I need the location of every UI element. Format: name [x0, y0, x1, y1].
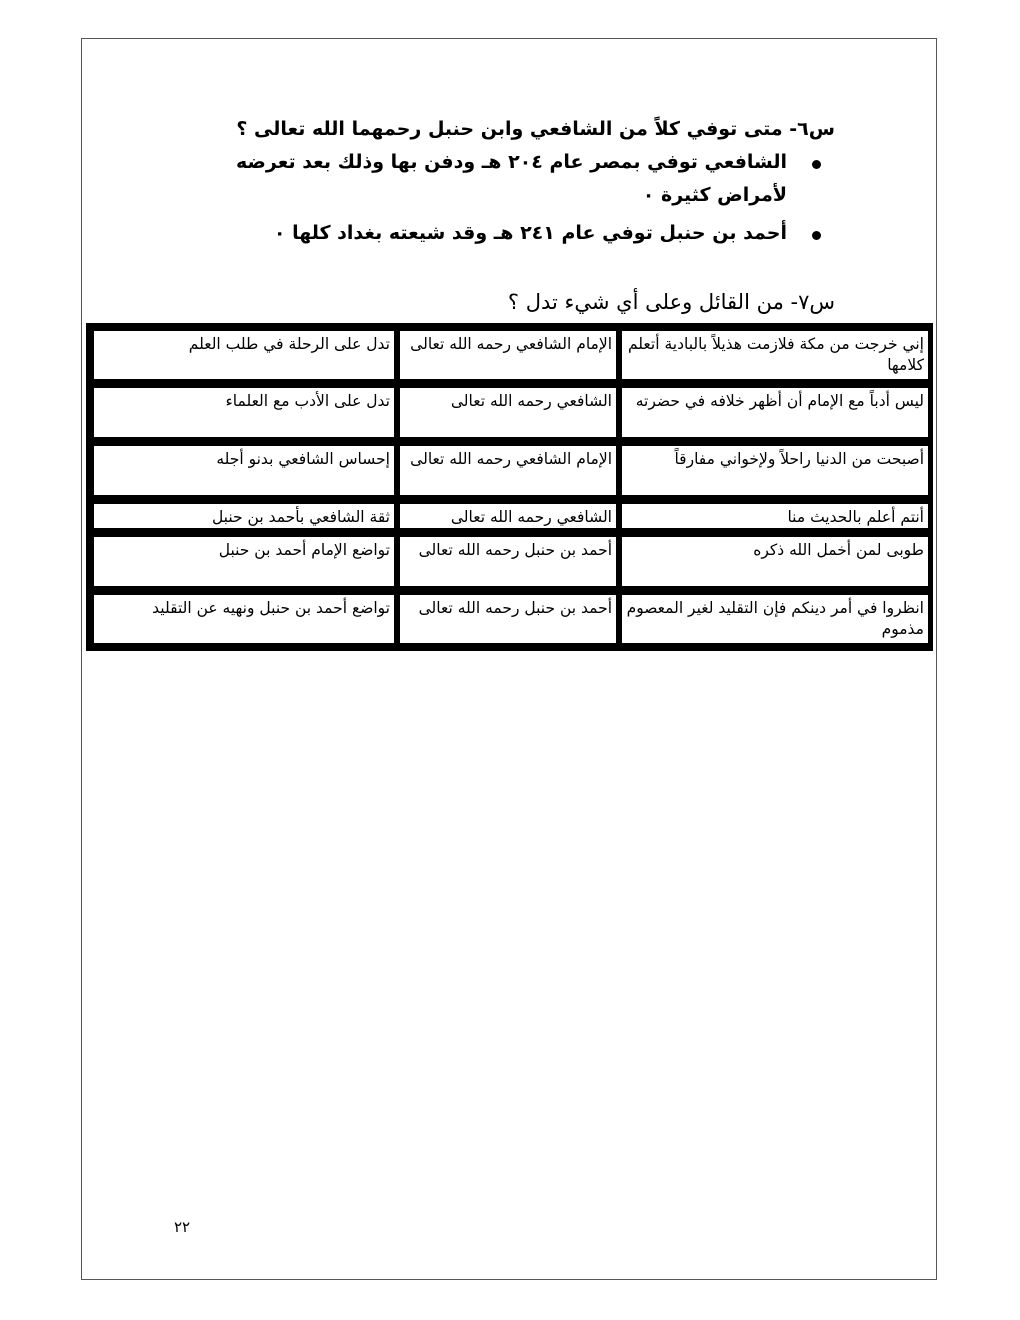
meaning-cell: تدل على الأدب مع العلماء	[92, 386, 396, 439]
speaker-cell: الإمام الشافعي رحمه الله تعالى	[398, 329, 618, 381]
meaning-cell: تدل على الرحلة في طلب العلم	[92, 329, 396, 381]
bullet-icon	[812, 231, 821, 240]
quote-cell: إني خرجت من مكة فلازمت هذيلاً بالبادية أتعلم كلامها	[620, 329, 930, 381]
quote-cell: انظروا في أمر دينكم فإن التقليد لغير المعصوم مذموم	[620, 593, 930, 645]
meaning-cell: ثقة الشافعي بأحمد بن حنبل	[92, 502, 396, 530]
speaker-cell: الشافعي رحمه الله تعالى	[398, 386, 618, 439]
meaning-cell: تواضع الإمام أحمد بن حنبل	[92, 535, 396, 588]
answer-text: الشافعي توفي بمصر عام ٢٠٤ هـ ودفن بها وذلك بعد تعرضه لأمراض كثيرة ٠	[236, 151, 787, 206]
question-6-title: س٦- متى توفي كلاً من الشافعي وابن حنبل رحمهما الله تعالى ؟	[236, 118, 835, 140]
quote-cell: طوبى لمن أخمل الله ذكره	[620, 535, 930, 588]
answer-text: أحمد بن حنبل توفي عام ٢٤١ هـ وقد شيعته بغداد كلها ٠	[273, 222, 787, 244]
meaning-cell: تواضع أحمد بن حنبل ونهيه عن التقليد	[92, 593, 396, 645]
meaning-cell: إحساس الشافعي بدنو أجله	[92, 444, 396, 497]
speaker-cell: الإمام الشافعي رحمه الله تعالى	[398, 444, 618, 497]
question-7-title: س٧- من القائل وعلى أي شيء تدل ؟	[507, 290, 835, 314]
question-6-answers	[185, 146, 835, 255]
quotes-table	[86, 323, 933, 651]
quote-cell: أنتم أعلم بالحديث منا	[620, 502, 930, 530]
speaker-cell: أحمد بن حنبل رحمه الله تعالى	[398, 535, 618, 588]
answer-bullet	[185, 217, 835, 250]
page-number: ٢٢	[174, 1218, 191, 1236]
quote-cell: ليس أدباً مع الإمام أن أظهر خلافه في حضرته	[620, 386, 930, 439]
speaker-cell: الشافعي رحمه الله تعالى	[398, 502, 618, 530]
speaker-cell: أحمد بن حنبل رحمه الله تعالى	[398, 593, 618, 645]
quote-cell: أصبحت من الدنيا راحلاً ولإخواني مفارقاً	[620, 444, 930, 497]
bullet-icon	[812, 160, 821, 169]
answer-bullet	[185, 146, 835, 212]
